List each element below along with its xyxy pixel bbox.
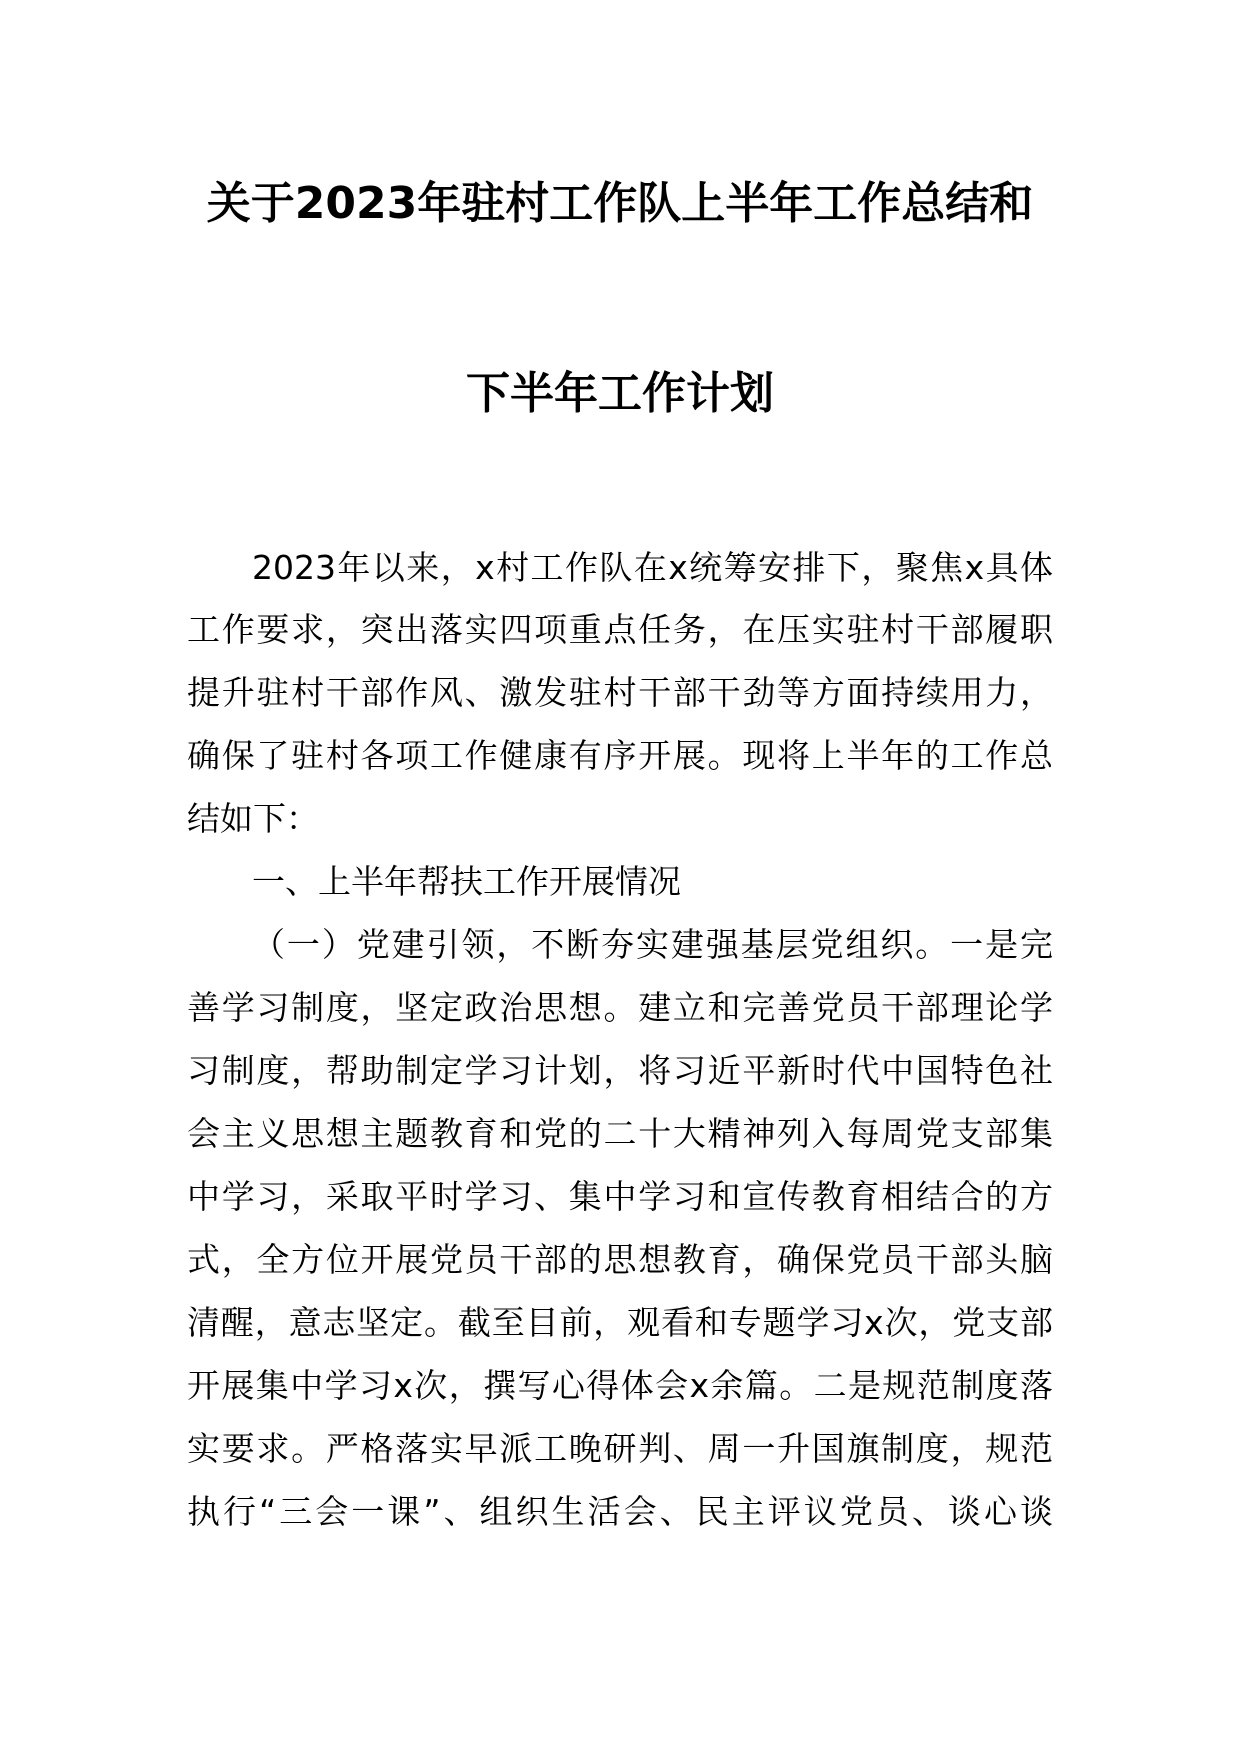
paragraph-line: 结如下： — [187, 799, 319, 838]
section-heading: 一、上半年帮扶工作开展情况 — [252, 862, 681, 901]
paragraph-line: 确保了驻村各项工作健康有序开展。现将上半年的工作总 — [187, 736, 1053, 775]
paragraph-line: 清醒，意志坚定。截至目前，观看和专题学习x次，党支部 — [187, 1303, 1053, 1342]
paragraph-line: 2023年以来，x村工作队在x统筹安排下，聚焦x具体 — [252, 548, 1053, 587]
paragraph-line: 善学习制度，坚定政治思想。建立和完善党员干部理论学 — [187, 988, 1053, 1027]
paragraph-line: 会主义思想主题教育和党的二十大精神列入每周党支部集 — [187, 1114, 1053, 1153]
paragraph-line: 执行“三会一课”、组织生活会、民主评议党员、谈心谈 — [187, 1492, 1053, 1531]
paragraph-line: （一）党建引领，不断夯实建强基层党组织。一是完 — [252, 925, 1053, 964]
paragraph-line: 工作要求，突出落实四项重点任务，在压实驻村干部履职 — [187, 610, 1053, 649]
document-title-line-2: 下半年工作计划 — [466, 368, 774, 419]
paragraph-line: 提升驻村干部作风、激发驻村干部干劲等方面持续用力， — [187, 673, 1053, 712]
paragraph-line: 中学习，采取平时学习、集中学习和宣传教育相结合的方 — [187, 1177, 1053, 1216]
paragraph-line: 开展集中学习x次，撰写心得体会x余篇。二是规范制度落 — [187, 1366, 1053, 1405]
document-title-line-1: 关于2023年驻村工作队上半年工作总结和 — [206, 178, 1034, 229]
paragraph-line: 实要求。严格落实早派工晚研判、周一升国旗制度，规范 — [187, 1429, 1053, 1468]
paragraph-line: 式，全方位开展党员干部的思想教育，确保党员干部头脑 — [187, 1240, 1053, 1279]
paragraph-line: 习制度，帮助制定学习计划，将习近平新时代中国特色社 — [187, 1051, 1053, 1090]
